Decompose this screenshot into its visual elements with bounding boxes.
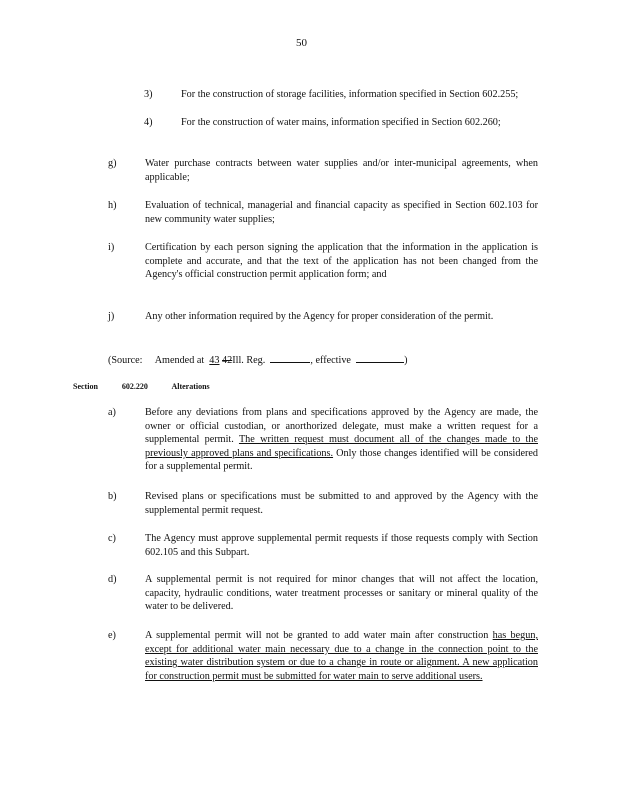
item-j — [108, 310, 538, 324]
subitem-text: For the construction of storage facilities, information specified in Section 602.255; — [181, 89, 519, 100]
item-text: The Agency must approve supplemental permit requests if those requests comply with Section 602.105 and this Subpart. — [145, 533, 538, 558]
subitem-4 — [144, 116, 536, 130]
item-h — [108, 199, 538, 226]
item-i — [108, 241, 538, 282]
item-text: Any other information required by the Agency for proper consideration of the permit. — [145, 311, 494, 322]
item-text — [145, 406, 538, 474]
source-blank-1 — [270, 352, 310, 363]
item-label: g) — [108, 158, 117, 169]
item-text: Evaluation of technical, managerial and financial capacity as specified in Section 602.103 for new community water supplies; — [145, 200, 538, 225]
item-text-plain: A supplemental permit will not be granted to add water main after construction — [145, 630, 489, 641]
item-label: h) — [108, 200, 117, 211]
subitem-label: 3) — [144, 89, 153, 100]
source-prefix: (Source: — [108, 355, 143, 366]
item-label: c) — [108, 533, 116, 544]
page-number: 50 — [296, 37, 307, 49]
item-label: i) — [108, 242, 115, 253]
source-suffix: ) — [404, 355, 408, 366]
item-text-inserted: The written request must document all of the changes made to the previously approved plans and specifications. — [145, 434, 538, 459]
item-text-after: Only those changes identified will be considered for a supplemental permit. — [145, 447, 538, 473]
section-heading — [73, 380, 232, 394]
item-text-inserted: has begun, except for additional water main necessary due to a change in the connection point to the existing water distribution system or due to a change in route or alignment. A new application for construction permit must be submitted for water main to serve additional users. — [145, 630, 538, 682]
item-label: e) — [108, 630, 116, 641]
source-effective: , effective — [310, 355, 351, 366]
item-label: b) — [108, 491, 117, 502]
item-e — [108, 629, 538, 683]
source-new-volume: 43 — [209, 355, 220, 366]
source-amended: Amended at — [154, 355, 205, 366]
subitem-text: For the construction of water mains, information specified in Section 602.260; — [181, 117, 501, 128]
item-d — [108, 573, 538, 614]
item-label: j) — [108, 311, 115, 322]
section-title: Alterations — [171, 382, 210, 391]
source-note — [108, 352, 407, 368]
item-text-plain: Before any deviations from plans and specifications approved by the Agency are made, the owner or official custodian, or anorthorized delegate, must make a written request for a supplemental permit. — [145, 407, 538, 446]
source-register: Ill. Reg. — [232, 355, 266, 366]
section-label: Section — [73, 382, 98, 391]
item-g — [108, 157, 538, 184]
item-text: Water purchase contracts between water supplies and/or inter-municipal agreements, when applicable; — [145, 158, 538, 183]
item-text — [145, 629, 538, 683]
section-number: 602.220 — [121, 382, 148, 391]
item-text: Revised plans or specifications must be submitted to and approved by the Agency with the supplemental permit request. — [145, 491, 538, 516]
source-blank-2 — [356, 352, 404, 363]
item-c — [108, 532, 538, 559]
item-label: d) — [108, 574, 117, 585]
item-a — [108, 406, 538, 474]
item-b — [108, 490, 538, 517]
source-old-volume: 42 — [222, 355, 233, 366]
subitem-3 — [144, 88, 536, 102]
item-label: a) — [108, 407, 116, 418]
item-text: Certification by each person signing the application that the information in the application is complete and accurate, and that the text of the application has not been changed from the Agency's official construction permit application form; and — [145, 242, 538, 281]
subitem-label: 4) — [144, 117, 153, 128]
item-text: A supplemental permit is not required for minor changes that will not affect the location, capacity, hydraulic conditions, water treatment processes or sanitary or mineral quality of the water to be delivered. — [145, 574, 538, 613]
